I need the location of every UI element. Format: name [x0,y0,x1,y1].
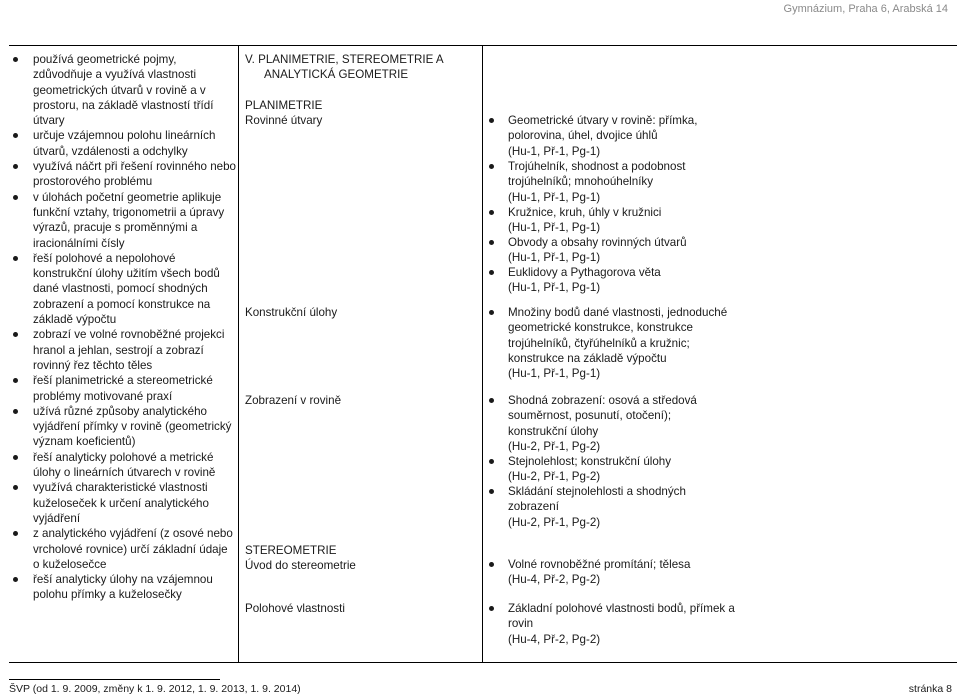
content-text: Volné rovnoběžné promítání; tělesa [508,558,691,571]
content-reference: (Hu-1, Př-1, Pg-1) [508,221,601,235]
content-reference: (Hu-1, Př-1, Pg-1) [508,251,601,265]
outcomes-column [9,52,237,603]
content-text: Stejnolehlost; konstrukční úlohy [508,455,672,468]
content-reference: (Hu-2, Př-1, Pg-2) [508,439,601,453]
outcome-item: používá geometrické pojmy, zdůvodňuje a využívá vlastnosti geometrických útvarů v rovině a v prostoru, na základě vlastností třídí útvary [9,52,237,128]
content-text: Obvody a obsahy rovinných útvarů [508,236,687,249]
content-item [485,235,955,266]
content-text: Trojúhelník, shodnost a podobnost trojúhelníků; mnohoúhelníky [508,160,686,189]
section-title-continued: ANALYTICKÁ GEOMETRIE [264,68,409,81]
topic-uvod-stereometrie: Úvod do stereometrie [245,559,356,572]
content-reference: (Hu-2, Př-1, Pg-2) [508,515,601,529]
outcomes-list [9,52,237,603]
column-divider [482,46,483,662]
content-reference: (Hu-1, Př-1, Pg-1) [508,144,601,158]
content-item [485,305,745,381]
content-item [485,265,955,296]
outcome-item: využívá náčrt při řešení rovinného nebo prostorového problému [9,159,237,190]
outcome-item: určuje vzájemnou polohu lineárních útvarů, vzdálenosti a odchylky [9,128,237,159]
content-text: Skládání stejnolehlosti a shodných zobrazení [508,485,686,514]
content-reference: (Hu-1, Př-1, Pg-1) [508,190,601,204]
content-text: Geometrické útvary v rovině: přímka, polorovina, úhel, dvojice úhlů [508,114,698,143]
content-item [485,484,695,530]
content-text: Kružnice, kruh, úhly v kružnici [508,206,662,219]
content-item [485,393,705,454]
outcome-item: užívá různé způsoby analytického vyjádření přímky v rovině (geometrický význam koeficientů) [9,404,237,450]
content-item [485,601,745,647]
content-reference: (Hu-2, Př-1, Pg-2) [508,470,601,484]
page-header: Gymnázium, Praha 6, Arabská 14 [783,3,948,15]
topic-rovinne-utvary: Rovinné útvary [245,114,323,127]
outcome-item: zobrazí ve volné rovnoběžné projekci hranol a jehlan, sestrojí a zobrazí rovinný řez těchto těles [9,327,237,373]
outcome-item: řeší analyticky polohové a metrické úlohy o lineárních útvarech v rovině [9,450,237,481]
topic-zobrazeni: Zobrazení v rovině [245,394,342,407]
content-text: Euklidovy a Pythagorova věta [508,266,661,279]
footer-svp: ŠVP (od 1. 9. 2009, změny k 1. 9. 2012, 1. 9. 2013, 1. 9. 2014) [9,683,301,695]
footer-rule [9,679,220,680]
curriculum-table [9,45,957,663]
content-text: Základní polohové vlastnosti bodů, přímek a rovin [508,602,735,631]
outcome-item: z analytického vyjádření (z osové nebo vrcholové rovnice) určí základní údaje o kuželosečce [9,526,237,572]
section-title: V. PLANIMETRIE, STEREOMETRIE A [245,53,444,66]
outcome-item: využívá charakteristické vlastnosti kuželoseček k určení analytického vyjádření [9,480,237,526]
content-item [485,557,955,588]
outcome-item: řeší planimetrické a stereometrické problémy motivované praxí [9,373,237,404]
content-text: Shodná zobrazení: osová a středová souměrnost, posunutí, otočení); konstrukční úlohy [508,394,697,438]
content-reference: (Hu-4, Př-2, Pg-2) [508,573,601,587]
content-reference: (Hu-4, Př-2, Pg-2) [508,632,601,646]
topic-konstrukcni-ulohy: Konstrukční úlohy [245,306,338,319]
content-reference: (Hu-1, Př-1, Pg-1) [508,281,601,295]
subsection-stereometrie: STEREOMETRIE [245,544,337,557]
outcome-item: v úlohách početní geometrie aplikuje funkční vztahy, trigonometrii a úpravy výrazů, pracuje s proměnnými a iracionálními čísly [9,190,237,251]
content-text: Množiny bodů dané vlastnosti, jednoduché geometrické konstrukce, konstrukce trojúhelníků, čtyřúhelníků a kružnic; konstrukce na základě výpočtu [508,306,728,365]
column-divider [238,46,239,662]
content-item [485,454,955,485]
content-item [485,113,705,159]
content-item [485,159,695,205]
outcome-item: řeší analyticky úlohy na vzájemnou polohu přímky a kuželosečky [9,572,237,603]
page-number: stránka 8 [908,683,952,695]
content-reference: (Hu-1, Př-1, Pg-1) [508,367,601,381]
subsection-planimetrie: PLANIMETRIE [245,99,323,112]
topic-polohove-vlastnosti: Polohové vlastnosti [245,602,345,615]
outcome-item: řeší polohové a nepolohové konstrukční úlohy užitím všech bodů dané vlastnosti, pomocí shodných zobrazení a pomocí konstrukce na základě výpočtu [9,251,237,327]
content-item [485,205,955,236]
